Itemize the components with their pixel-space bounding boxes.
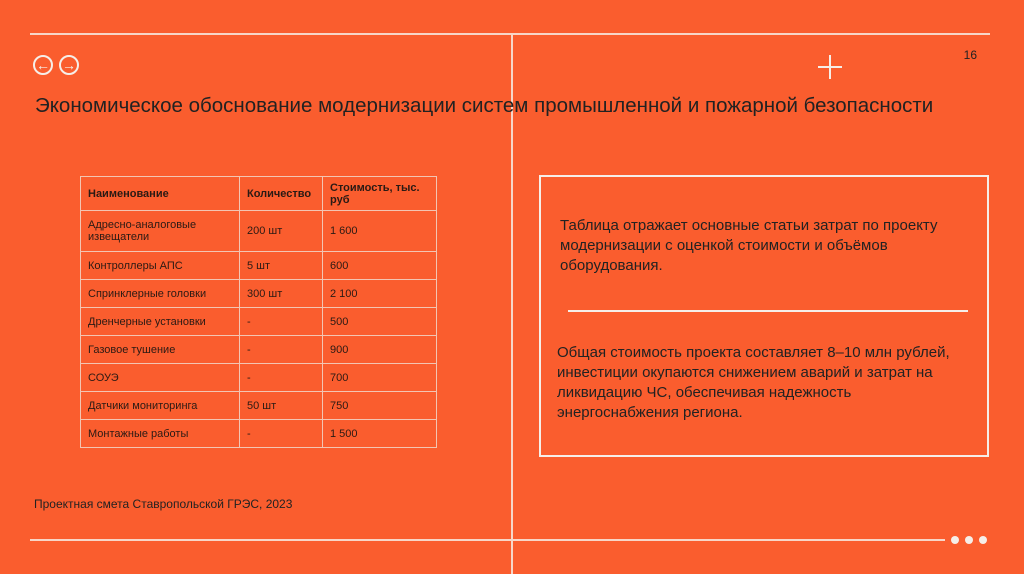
cell-name: Контроллеры АПС bbox=[81, 252, 240, 280]
cell-quantity: 5 шт bbox=[240, 252, 323, 280]
cell-name: Дренчерные установки bbox=[81, 308, 240, 336]
cell-quantity: 200 шт bbox=[240, 211, 323, 252]
cell-quantity: 300 шт bbox=[240, 280, 323, 308]
cell-cost: 500 bbox=[323, 308, 437, 336]
table-row bbox=[81, 336, 437, 364]
cell-quantity: - bbox=[240, 420, 323, 448]
table-row bbox=[81, 420, 437, 448]
cost-table bbox=[80, 176, 437, 448]
cell-cost: 1 500 bbox=[323, 420, 437, 448]
cell-name: Датчики мониторинга bbox=[81, 392, 240, 420]
cell-cost: 2 100 bbox=[323, 280, 437, 308]
page-number: 16 bbox=[963, 48, 977, 62]
table-row bbox=[81, 252, 437, 280]
table-header-row bbox=[81, 177, 437, 211]
more-options-icon[interactable] bbox=[951, 536, 987, 544]
conclusion-text: Общая стоимость проекта составляет 8–10 млн рублей, инвестиции окупаются снижением аварий и затрат на ликвидацию ЧС, обеспечивая надежность энергоснабжения региона. bbox=[557, 344, 950, 421]
arrow-right-icon[interactable]: → bbox=[59, 55, 79, 75]
header-quantity: Количество bbox=[240, 177, 323, 211]
arrow-left-icon[interactable]: ← bbox=[33, 55, 53, 75]
table-row bbox=[81, 392, 437, 420]
cell-cost: 750 bbox=[323, 392, 437, 420]
cell-cost: 700 bbox=[323, 364, 437, 392]
table-row bbox=[81, 211, 437, 252]
dot-icon bbox=[951, 536, 959, 544]
cell-cost: 900 bbox=[323, 336, 437, 364]
plus-icon bbox=[818, 55, 842, 79]
source-caption: Проектная смета Ставропольской ГРЭС, 2023 bbox=[34, 497, 293, 511]
cell-quantity: - bbox=[240, 336, 323, 364]
bottom-divider bbox=[30, 539, 945, 541]
cell-name: Монтажные работы bbox=[81, 420, 240, 448]
table-row bbox=[81, 280, 437, 308]
slide-title: Экономическое обоснование модернизации систем промышленной и пожарной безопасности bbox=[35, 94, 934, 117]
cell-quantity: 50 шт bbox=[240, 392, 323, 420]
slide-navigation bbox=[33, 55, 79, 75]
dot-icon bbox=[965, 536, 973, 544]
summary-separator bbox=[568, 310, 968, 312]
cell-name: Спринклерные головки bbox=[81, 280, 240, 308]
cell-name: Адресно-аналоговые извещатели bbox=[81, 211, 240, 252]
header-cost: Стоимость, тыс. руб bbox=[323, 177, 437, 211]
header-name: Наименование bbox=[81, 177, 240, 211]
cell-quantity: - bbox=[240, 308, 323, 336]
top-divider bbox=[30, 33, 990, 35]
cell-cost: 1 600 bbox=[323, 211, 437, 252]
cell-name: Газовое тушение bbox=[81, 336, 240, 364]
table-row bbox=[81, 308, 437, 336]
cell-quantity: - bbox=[240, 364, 323, 392]
summary-text: Таблица отражает основные статьи затрат по проекту модернизации с оценкой стоимости и объёмов оборудования. bbox=[560, 217, 938, 274]
table-row bbox=[81, 364, 437, 392]
cell-cost: 600 bbox=[323, 252, 437, 280]
dot-icon bbox=[979, 536, 987, 544]
cell-name: СОУЭ bbox=[81, 364, 240, 392]
